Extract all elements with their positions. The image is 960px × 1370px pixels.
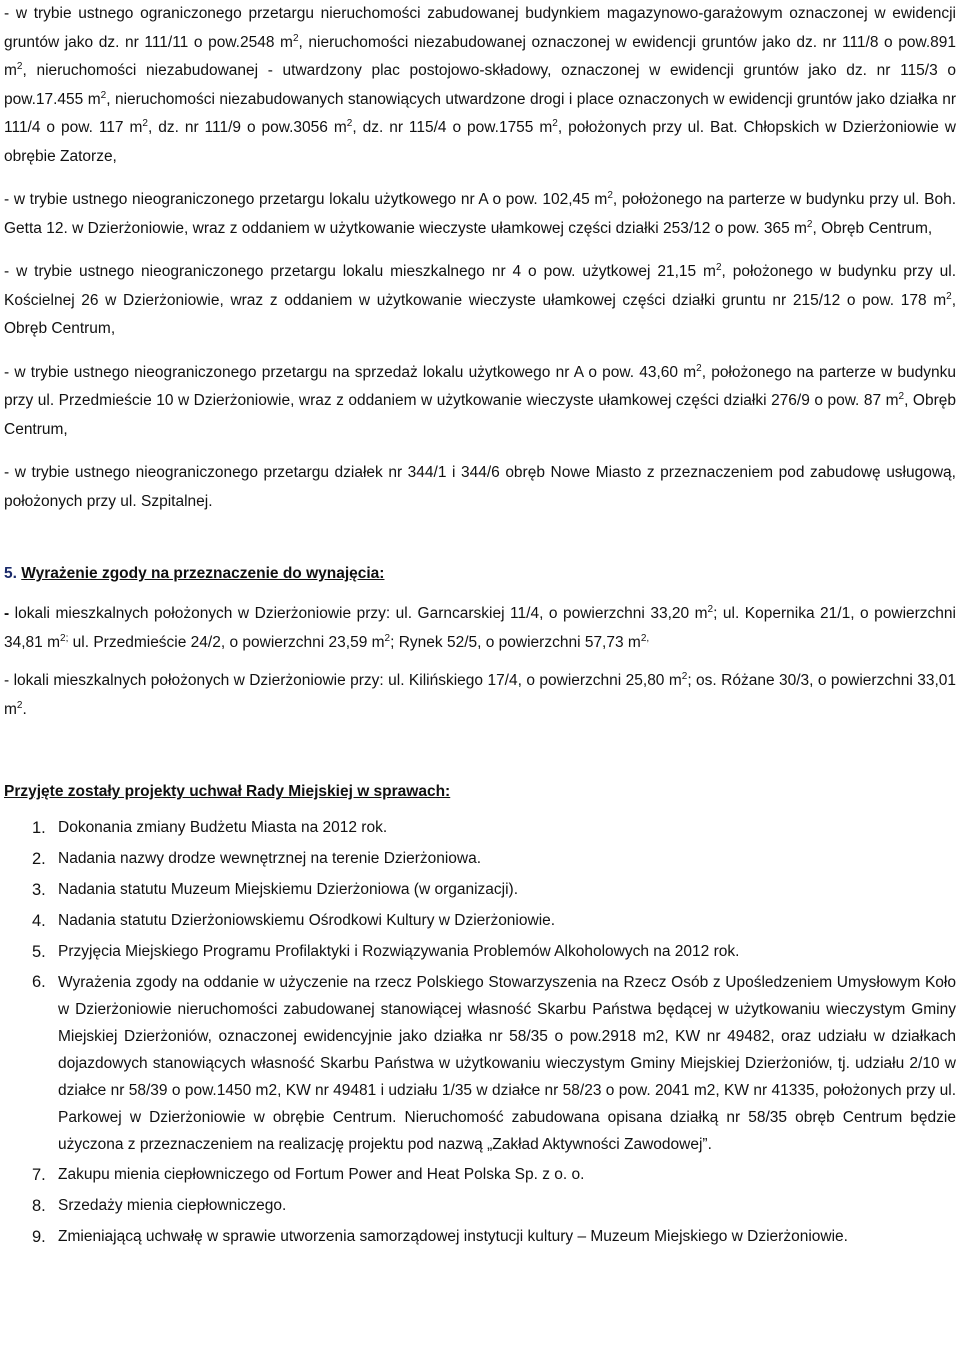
list-item-text: Wyrażenia zgody na oddanie w użyczenie na rzecz Polskiego Stowarzyszenia na Rzecz Osób z Upośledzeniem Umysłowym Koło w Dzierżoniowie nieruchomości zabudowanej stanowiącej własność Skarbu Państwa będącej w użytkowaniu wieczystym Gminy Miejskiej Dzierżoniów, oznaczonej ewidencyjnie jako działka nr 58/35 o pow.2918 m2, KW nr 49482, oraz udziału w działkach dojazdowych stanowiących własność Skarbu Państwa w użytkowaniu wieczystym Gminy Miejskiej Dzierżoniów, tj. udziału 2/10 w działce nr 58/39 o pow.1450 m2, KW nr 49481 i udziału 1/35 w działce nr 58/23 o pow. 2041 m2, KW nr 41335, położonych przy ul. Parkowej w Dzierżoniowie w obrębie Centrum. Nieruchomość zabudowana opisana działką nr 58/35 obręb Centrum będzie użyczona z przeznaczeniem na realizację projektu pod nazwą „Zakład Aktywności Zawodowej”. [58, 974, 956, 1153]
superscript: 2 [100, 89, 107, 101]
paragraph-tender-apartment-koscielna [4, 258, 956, 344]
text-segment: , nieruchomości niezabudowanej oznaczonej w ewidencji gruntów jako dz. nr 111/8 o pow.891 m [4, 33, 956, 79]
paragraph-rental-item-2 [4, 667, 956, 724]
paragraph-tender-commercial-unit-przedmiescie [4, 359, 956, 445]
paragraph-tender-plots-nowe-miasto: - w trybie ustnego nieograniczonego przetargu działek nr 344/1 i 344/6 obręb Nowe Miasto z przeznaczeniem pod zabudowę usługową, położonych przy ul. Szpitalnej. [4, 464, 956, 510]
list-number: 9. [32, 1228, 46, 1246]
superscript: 2, [640, 632, 650, 644]
superscript: 2; [60, 632, 69, 644]
list-item [32, 814, 956, 842]
list-item [32, 876, 956, 904]
list-item-text: Nadania statutu Dzierżoniowskiemu Ośrodkowi Kultury w Dzierżoniowie. [58, 912, 556, 929]
text-segment: ; ul. Kopernika 21/1, o powierzchni 34,81 m [4, 605, 956, 651]
paragraph-rental-item-1 [4, 600, 956, 657]
text-segment: - lokali mieszkalnych położonych w Dzierżoniowie przy: ul. Kilińskiego 17/4, o powierzchni 25,80 m [4, 672, 682, 689]
text-segment: , położonego na parterze w budynku przy ul. Boh. Getta 12. w Dzierżoniowie, wraz z oddaniem w użytkowanie wieczyste ułamkowej części działki 253/12 o pow. 365 m [4, 191, 956, 237]
list-item [32, 1192, 956, 1220]
text-segment: - w trybie ustnego nieograniczonego przetargu lokalu mieszkalnego nr 4 o pow. użytkowej 21,15 m [4, 263, 716, 280]
superscript: 2 [142, 117, 148, 129]
text-segment: lokali mieszkalnych położonych w Dzierżoniowie przy: ul. Garncarskiej 11/4, o powierzchni 33,20 m [9, 605, 708, 622]
list-item-text: Nadania statutu Muzeum Miejskiemu Dzierżoniowa (w organizacji). [58, 881, 519, 898]
section-number: 5. [4, 565, 17, 582]
text-segment: , nieruchomości niezabudowanej - utwardzony plac postojowo-składowy, oznaczonej w ewidencji gruntów jako dz. nr 115/3 o pow.17.455 m [4, 62, 956, 108]
text-segment: ; Rynek 52/5, o powierzchni 57,73 m [390, 633, 641, 651]
dash-marker: - [4, 605, 10, 622]
list-item-text: Nadania nazwy drodze wewnętrznej na terenie Dzierżoniowa. [58, 850, 482, 867]
superscript: 2 [607, 189, 613, 201]
list-number: 4. [32, 912, 46, 930]
section-5-heading [4, 560, 956, 588]
list-number: 3. [32, 881, 46, 899]
list-number: 5. [32, 943, 46, 961]
text-segment: - w trybie ustnego nieograniczonego przetargu lokalu użytkowego nr A o pow. 102,45 m [4, 191, 608, 208]
text-segment: , położonego na parterze w budynku przy ul. Przedmieście 10 w Dzierżoniowie, wraz z oddaniem w użytkowanie wieczyste ułamkowej części działki 276/9 o pow. 87 m [4, 363, 956, 409]
superscript: 2 [16, 699, 23, 711]
superscript: 2 [946, 290, 952, 302]
text-segment: , Obręb Centrum, [4, 392, 956, 438]
list-number: 7. [32, 1166, 46, 1184]
list-item-text: Przyjęcia Miejskiego Programu Profilaktyki i Rozwiązywania Problemów Alkoholowych na 2012 rok. [58, 943, 740, 960]
text-segment: ; os. Różane 30/3, o powierzchni 33,01 m [4, 672, 956, 718]
text-segment: , nieruchomości niezabudowanych stanowiących utwardzone drogi i place oznaczonych w ewidencji gruntów jako działka nr 111/4 o pow. 117 m [4, 90, 956, 136]
superscript: 2 [806, 218, 813, 230]
text-segment: , dz. nr 111/9 o pow.3056 m [147, 119, 347, 136]
superscript: 2 [384, 632, 391, 644]
list-item [32, 845, 956, 873]
paragraph-tender-warehouse [4, 0, 956, 171]
list-item [32, 938, 956, 966]
superscript: 2 [715, 261, 722, 273]
superscript: 2 [898, 390, 905, 402]
text-segment: , dz. nr 115/4 o pow.1755 m [352, 119, 553, 136]
text-segment: , Obręb Centrum, [812, 219, 933, 237]
superscript: 2 [696, 362, 702, 374]
list-number: 1. [32, 819, 46, 837]
list-item [32, 969, 956, 1158]
text-segment: - w trybie ustnego ograniczonego przetargu nieruchomości zabudowanej budynkiem magazynowo-garażowym oznaczonej w ewidencji gruntów jako dz. nr 111/11 o pow.2548 m [4, 5, 956, 51]
list-item [32, 907, 956, 935]
list-item-text: Zakupu mienia ciepłowniczego od Fortum Power and Heat Polska Sp. z o. o. [58, 1166, 585, 1183]
paragraph-tender-commercial-unit-getta [4, 186, 956, 243]
text-segment: ul. Przedmieście 24/2, o powierzchni 23,59 m [68, 633, 385, 651]
superscript: 2 [681, 670, 688, 682]
superscript: 2 [292, 32, 299, 44]
superscript: 2 [552, 117, 558, 129]
list-item-text: Srzedaży mienia ciepłowniczego. [58, 1197, 287, 1214]
superscript: 2 [346, 117, 353, 129]
list-item-text: Zmieniającą uchwałę w sprawie utworzenia samorządowej instytucji kultury – Muzeum Miejskiego w Dzierżoniowie. [58, 1228, 848, 1245]
list-item [32, 1223, 956, 1251]
text-segment: , Obręb Centrum, [4, 291, 956, 337]
section-title: Wyrażenie zgody na przeznaczenie do wynajęcia: [21, 565, 385, 582]
text-segment: - w trybie ustnego nieograniczonego przetargu na sprzedaż lokalu użytkowego nr A o pow. 43,60 m [4, 363, 697, 381]
list-number: 2. [32, 850, 46, 868]
resolutions-heading: Przyjęte zostały projekty uchwał Rady Miejskiej w sprawach: [4, 783, 451, 800]
resolutions-list [4, 814, 956, 1251]
superscript: 2 [707, 603, 714, 615]
list-item [32, 1161, 956, 1189]
text-segment: . [22, 700, 27, 718]
list-item-text: Dokonania zmiany Budżetu Miasta na 2012 rok. [58, 819, 388, 836]
superscript: 2 [16, 60, 23, 72]
list-number: 6. [32, 973, 46, 991]
list-number: 8. [32, 1197, 46, 1215]
text-segment: , położonego w budynku przy ul. Kościelnej 26 w Dzierżoniowie, wraz z oddaniem w użytkowanie wieczyste ułamkowej części działki gruntu nr 215/12 o pow. 178 m [4, 263, 956, 309]
text-segment: , położonych przy ul. Bat. Chłopskich w Dzierżoniowie w obrębie Zatorze, [4, 119, 957, 165]
